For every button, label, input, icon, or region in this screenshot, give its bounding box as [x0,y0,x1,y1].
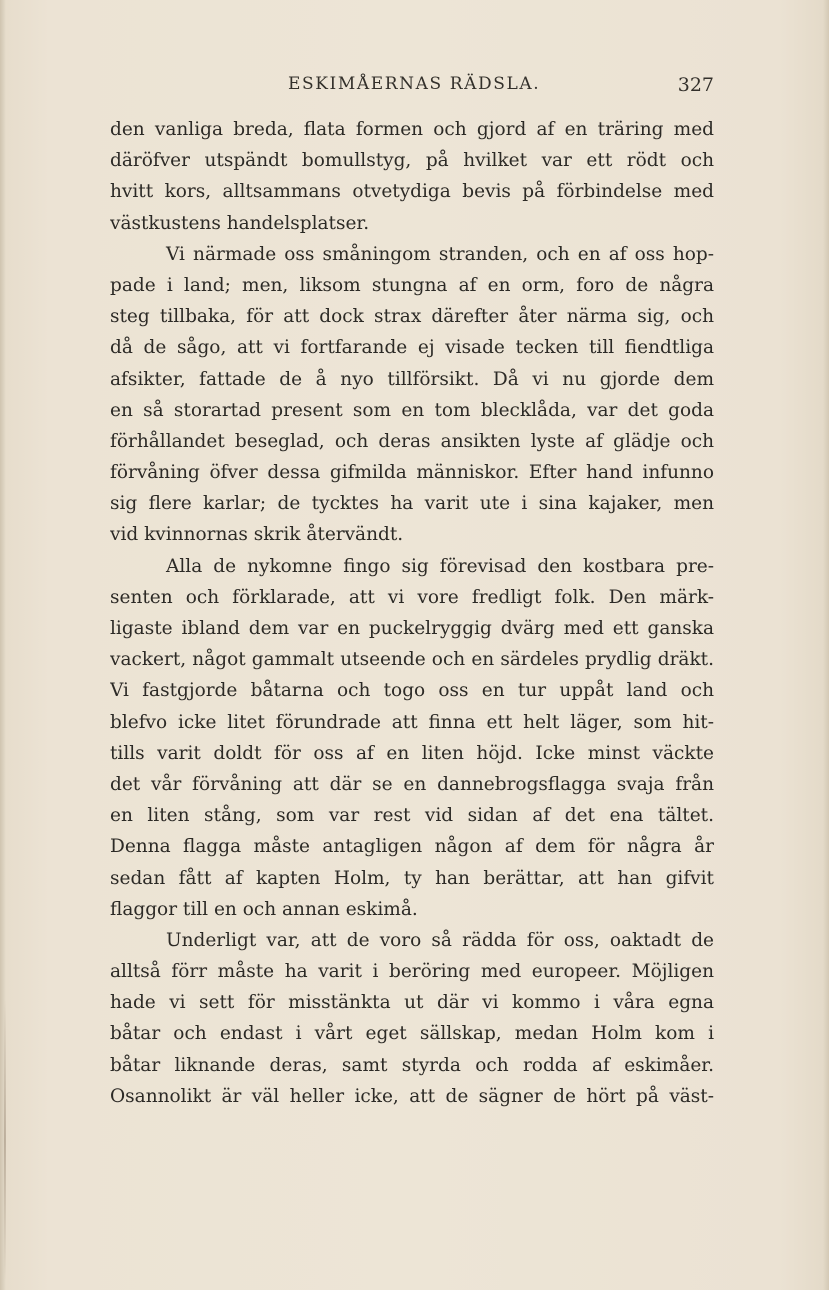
text-line: vid kvinnornas skrik återvändt. [110,524,404,546]
text-line: båtar och endast i vårt eget sällskap, medan Holm kom i [110,1023,714,1045]
text-line: afsikter, fattade de å nyo tillförsikt. Då vi nu gjorde dem [110,368,714,390]
text-line: västkustens handelsplatser. [110,212,370,234]
text-line: en liten stång, som var rest vid sidan af det ena tältet. [110,805,714,827]
text-line: det vår förvåning att där se en dannebrogsflagga svaja från [110,773,714,795]
paragraph [110,551,714,925]
text-line: hade vi sett för misstänkta ut där vi kommo i våra egna [110,992,714,1014]
text-line: förvåning öfver dessa gifmilda människor. Efter hand infunno [110,462,714,484]
text-line: steg tillbaka, för att dock strax därefter åter närma sig, och [110,306,714,328]
text-line: förhållandet beseglad, och deras ansikten lyste af glädje och [110,430,714,452]
text-line: då de sågo, att vi fortfarande ej visade tecken till fiendtliga [110,337,714,359]
text-line: senten och förklarade, att vi vore fredligt folk. Den märk- [110,586,714,608]
text-line: sedan fått af kapten Holm, ty han berättar, att han gifvit [110,867,714,889]
text-line: Osannolikt är väl heller icke, att de sägner de hört på väst- [110,1085,714,1107]
text-line: Underligt var, att de voro så rädda för oss, oaktadt de [166,929,714,951]
paragraph [110,114,714,239]
text-line: blefvo icke litet förundrade att finna ett helt läger, som hit- [110,711,714,733]
text-line: tills varit doldt för oss af en liten höjd. Icke minst väckte [110,742,714,764]
text-line: alltså förr måste ha varit i beröring med europeer. Möjligen [110,961,714,983]
text-line: Vi närmade oss småningom stranden, och en af oss hop- [166,243,714,265]
text-line: Denna flagga måste antagligen någon af dem för några år [110,836,714,858]
running-head-title: ESKIMÅERNAS RÄDSLA. [288,74,541,94]
text-line: den vanliga breda, flata formen och gjord af en träring med [110,119,714,140]
text-line: sig flere karlar; de tycktes ha varit ute i sina kajaker, men [110,493,714,515]
running-head [110,74,714,98]
text-line: båtar liknande deras, samt styrda och rodda af eskimåer. [110,1054,714,1076]
text-line: en så storartad present som en tom blecklåda, var det goda [110,399,714,421]
margin-stain [4,1000,6,1280]
text-line: flaggor till en och annan eskimå. [110,898,418,920]
paragraph [110,925,714,1112]
text-line: pade i land; men, liksom stungna af en orm, foro de några [110,274,714,296]
page-edge-shadow [823,0,829,1290]
text-line: Alla de nykomne fingo sig förevisad den kostbara pre- [166,555,714,577]
text-line: Vi fastgjorde båtarna och togo oss en tur uppåt land och [110,680,714,702]
text-line: däröfver utspändt bomullstyg, på hvilket var ett rödt och [110,150,714,172]
text-line: vackert, något gammalt utseende och en särdeles prydlig dräkt. [110,649,714,671]
text-line: hvitt kors, alltsammans otvetydiga bevis på förbindelse med [110,181,714,203]
body-text [110,114,714,1112]
text-line: ligaste ibland dem var en puckelryggig dvärg med ett ganska [110,618,714,639]
page-number: 327 [677,74,714,96]
paragraph [110,239,714,551]
